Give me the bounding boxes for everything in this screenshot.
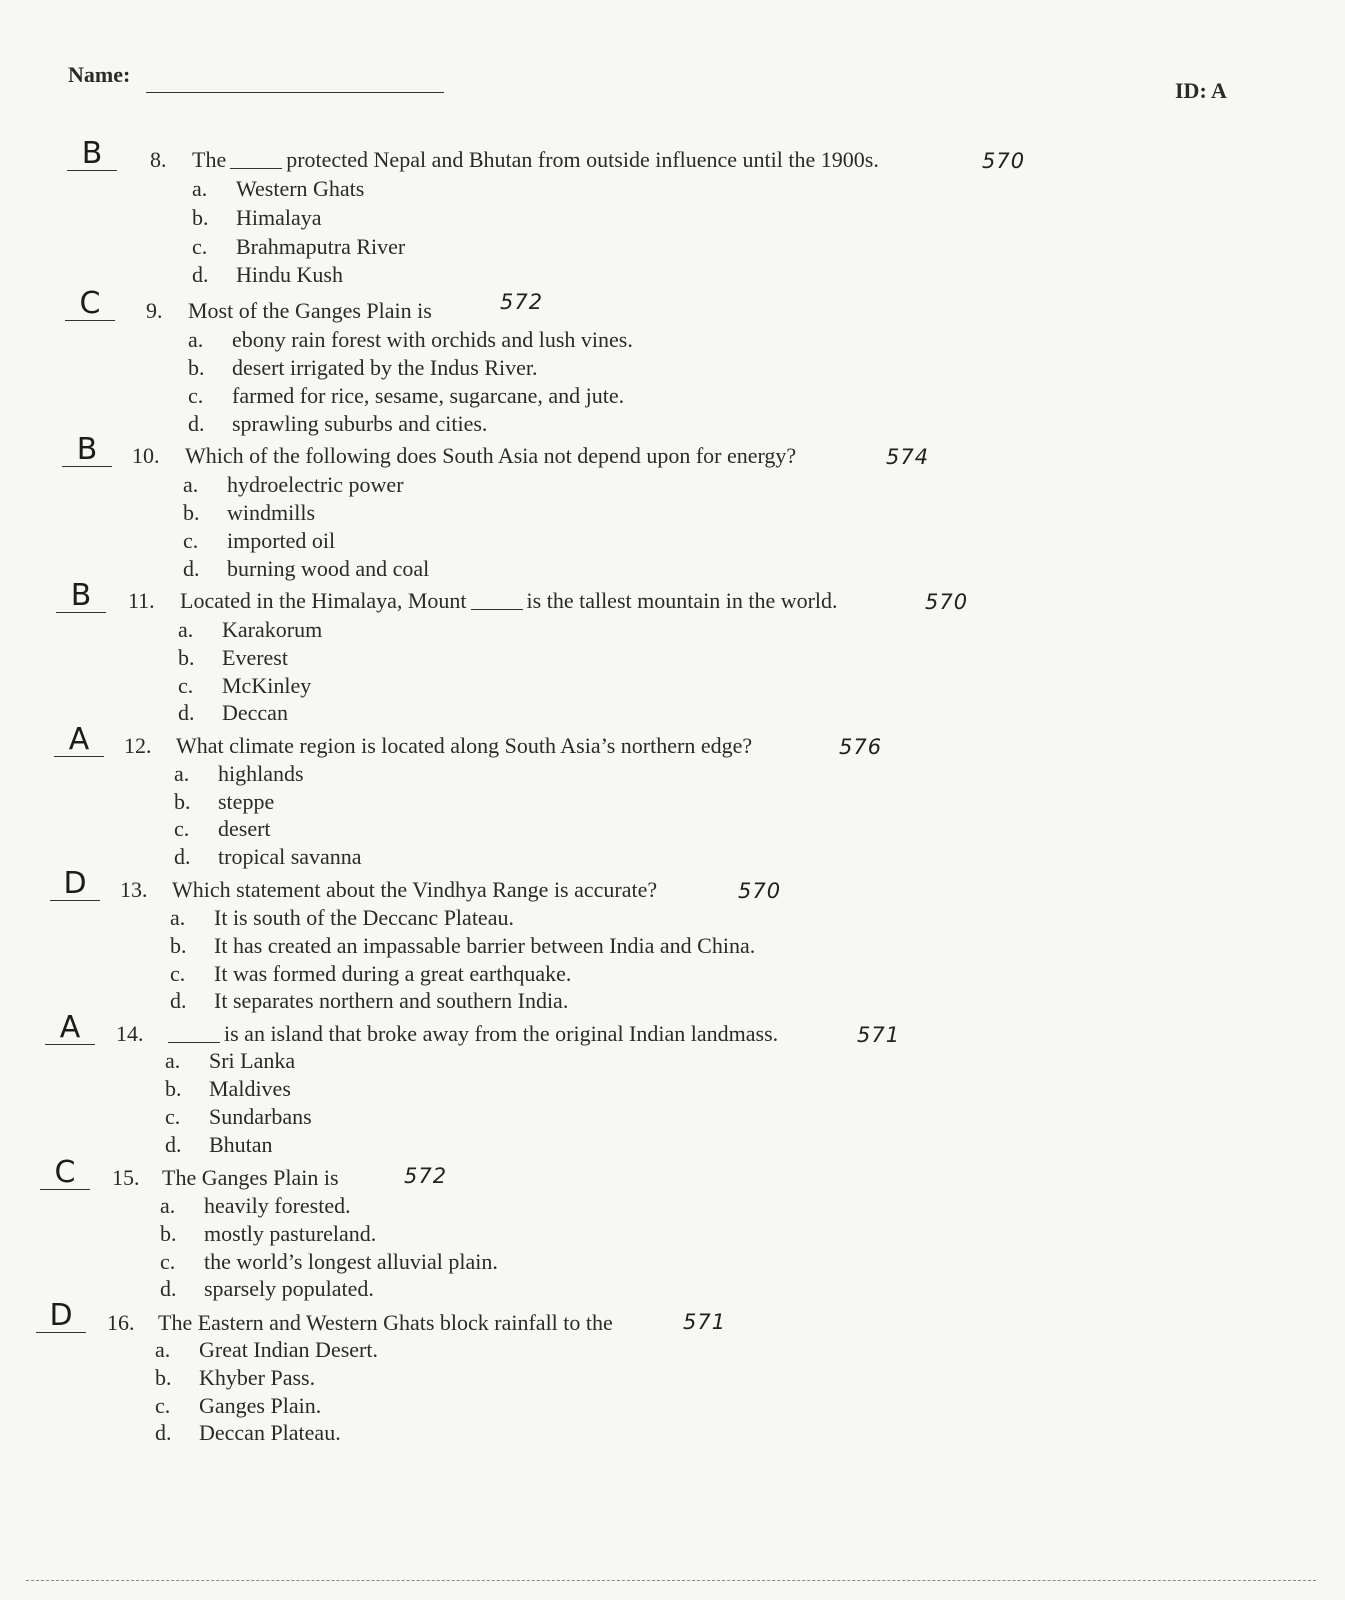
question-number: 11. xyxy=(128,588,155,613)
option-a: a. hydroelectric power xyxy=(183,472,404,497)
page-reference: 570 xyxy=(982,149,1026,173)
answer-16: D xyxy=(36,1300,86,1333)
question-number: 14. xyxy=(116,1021,144,1046)
question-stem xyxy=(192,147,879,173)
option-b: b. Everest xyxy=(178,645,288,670)
page-reference: 574 xyxy=(886,445,930,469)
option-a: a. highlands xyxy=(174,761,304,786)
option-c: c. imported oil xyxy=(183,528,336,553)
name-field-line xyxy=(146,92,444,93)
page-reference: 572 xyxy=(404,1164,448,1188)
question-number: 16. xyxy=(107,1310,135,1335)
option-b: b. mostly pastureland. xyxy=(160,1221,377,1246)
option-d: d. It separates northern and southern India. xyxy=(170,988,569,1013)
answer-15: C xyxy=(40,1157,90,1190)
question-stem: Which of the following does South Asia not depend upon for energy? xyxy=(185,443,797,468)
question-stem: What climate region is located along South Asia’s northern edge? xyxy=(176,733,753,758)
option-c: c. farmed for rice, sesame, sugarcane, and jute. xyxy=(188,383,625,408)
answer-9: C xyxy=(65,288,115,321)
question-stem: The Ganges Plain is xyxy=(162,1165,339,1190)
question-number: 13. xyxy=(120,877,148,902)
stem-after: is an island that broke away from the original Indian landmass. xyxy=(224,1021,779,1046)
option-a: a. It is south of the Deccanc Plateau. xyxy=(170,905,514,930)
answer-14: A xyxy=(45,1012,95,1045)
footer-rule xyxy=(26,1580,1316,1581)
question-number: 15. xyxy=(112,1165,140,1190)
option-b: b. desert irrigated by the Indus River. xyxy=(188,355,538,380)
answer-12: A xyxy=(54,724,104,757)
question-stem xyxy=(164,1021,778,1047)
page-reference: 571 xyxy=(683,1310,727,1334)
option-a: a. heavily forested. xyxy=(160,1193,351,1218)
option-c: c. desert xyxy=(174,816,271,841)
option-a: a. ebony rain forest with orchids and lush vines. xyxy=(188,327,633,352)
name-label: Name: xyxy=(68,62,131,87)
page-reference: 572 xyxy=(500,290,544,314)
option-d: d. Hindu Kush xyxy=(192,262,343,287)
option-b: b. It has created an impassable barrier between India and China. xyxy=(170,933,756,958)
question-number: 12. xyxy=(124,733,152,758)
option-c: c. the world’s longest alluvial plain. xyxy=(160,1249,498,1274)
option-c: c. Brahmaputra River xyxy=(192,234,406,259)
question-number: 8. xyxy=(150,147,167,172)
blank-line xyxy=(168,1042,220,1043)
question-stem xyxy=(180,588,838,614)
option-a: a. Karakorum xyxy=(178,617,323,642)
question-number: 10. xyxy=(132,443,160,468)
option-b: b. Himalaya xyxy=(192,205,322,230)
stem-before: Located in the Himalaya, Mount xyxy=(180,588,467,613)
stem-before: The xyxy=(192,147,227,172)
option-b: b. Khyber Pass. xyxy=(155,1365,316,1390)
option-d: d. sparsely populated. xyxy=(160,1276,374,1301)
id-label: ID: A xyxy=(1175,78,1227,103)
question-stem: Which statement about the Vindhya Range is accurate? xyxy=(172,877,658,902)
option-b: b. Maldives xyxy=(165,1076,291,1101)
option-b: b. steppe xyxy=(174,789,275,814)
option-b: b. windmills xyxy=(183,500,316,525)
option-a: a. Great Indian Desert. xyxy=(155,1337,378,1362)
answer-13: D xyxy=(50,868,100,901)
option-c: c. Ganges Plain. xyxy=(155,1393,322,1418)
option-d: d. sprawling suburbs and cities. xyxy=(188,411,488,436)
option-a: a. Sri Lanka xyxy=(165,1048,296,1073)
page-reference: 576 xyxy=(839,735,883,759)
question-stem: Most of the Ganges Plain is xyxy=(188,298,432,323)
blank-line xyxy=(471,609,523,610)
page-reference: 570 xyxy=(925,590,969,614)
answer-11: B xyxy=(56,580,106,613)
option-d: d. Deccan xyxy=(178,700,288,725)
option-d: d. burning wood and coal xyxy=(183,556,430,581)
stem-after: is the tallest mountain in the world. xyxy=(526,588,838,613)
option-d: d. Bhutan xyxy=(165,1132,273,1157)
question-stem: The Eastern and Western Ghats block rainfall to the xyxy=(158,1310,613,1335)
option-d: d. tropical savanna xyxy=(174,844,362,869)
answer-8: B xyxy=(67,138,117,171)
blank-line xyxy=(230,168,282,169)
page-reference: 571 xyxy=(857,1023,901,1047)
option-c: c. McKinley xyxy=(178,673,312,698)
question-number: 9. xyxy=(146,298,163,323)
answer-10: B xyxy=(62,434,112,467)
option-c: c. It was formed during a great earthquake. xyxy=(170,961,572,986)
stem-after: protected Nepal and Bhutan from outside influence until the 1900s. xyxy=(286,147,879,172)
page-reference: 570 xyxy=(738,879,782,903)
option-c: c. Sundarbans xyxy=(165,1104,312,1129)
option-d: d. Deccan Plateau. xyxy=(155,1420,341,1445)
option-a: a. Western Ghats xyxy=(192,176,365,201)
